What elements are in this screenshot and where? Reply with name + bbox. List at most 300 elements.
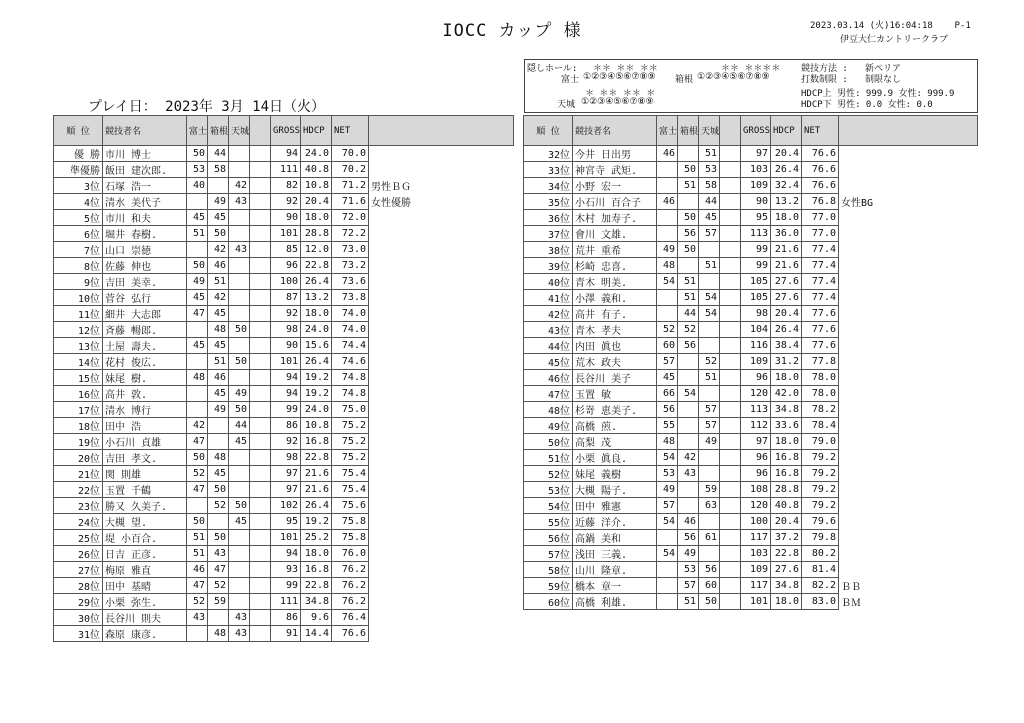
cell-hakone: 49 (208, 194, 229, 210)
cell-net: 78.2 (802, 402, 839, 418)
table-row (54, 242, 514, 258)
cell-name: 杉崎 忠喜. (573, 258, 657, 274)
cell-fuji (657, 530, 678, 546)
cell-hdcp: 19.2 (301, 514, 332, 530)
cell-blank (720, 466, 741, 482)
cell-gross: 92 (271, 306, 301, 322)
cell-hakone: 50 (678, 210, 699, 226)
cell-note (369, 562, 514, 578)
cell-note (369, 290, 514, 306)
cell-net: 80.2 (802, 546, 839, 562)
cell-blank (250, 210, 271, 226)
cell-note (369, 274, 514, 290)
cell-net: 76.0 (332, 546, 369, 562)
header-net: NET (802, 116, 839, 146)
cell-fuji (187, 386, 208, 402)
cell-amagi (229, 306, 250, 322)
table-row (524, 514, 978, 530)
cell-amagi (699, 546, 720, 562)
cell-gross: 109 (741, 178, 771, 194)
cell-rank: 47位 (524, 386, 573, 402)
cell-net: 75.2 (332, 418, 369, 434)
results-table-left (53, 115, 514, 642)
cell-rank: 38位 (524, 242, 573, 258)
cell-blank (250, 242, 271, 258)
header-hdcp: HDCP (771, 116, 802, 146)
cell-rank: 57位 (524, 546, 573, 562)
cell-gross: 86 (271, 418, 301, 434)
cell-note (369, 626, 514, 642)
cell-net: 78.0 (802, 386, 839, 402)
table-row (54, 290, 514, 306)
cell-blank (250, 546, 271, 562)
cell-name: 青木 明美. (573, 274, 657, 290)
cell-amagi (229, 258, 250, 274)
cell-amagi (699, 242, 720, 258)
cell-note: 女性優勝 (369, 194, 514, 210)
cell-note (369, 402, 514, 418)
header-note (839, 116, 978, 146)
cell-amagi (229, 594, 250, 610)
cell-name: 堀井 春樹. (103, 226, 187, 242)
cell-fuji: 50 (187, 450, 208, 466)
header-gross: GROSS (271, 116, 301, 146)
cell-hdcp: 13.2 (771, 194, 802, 210)
cell-amagi (229, 290, 250, 306)
cell-amagi: 57 (699, 402, 720, 418)
cell-net: 72.0 (332, 210, 369, 226)
table-row (54, 450, 514, 466)
cell-hakone: 48 (208, 450, 229, 466)
cell-net: 76.2 (332, 594, 369, 610)
cell-hdcp: 12.0 (301, 242, 332, 258)
cell-name: 高井 敦. (103, 386, 187, 402)
cell-gross: 98 (271, 450, 301, 466)
table-row (54, 402, 514, 418)
cell-hdcp: 26.4 (771, 162, 802, 178)
cell-amagi: 51 (699, 370, 720, 386)
table-row (524, 242, 978, 258)
cell-gross: 90 (741, 194, 771, 210)
cell-name: 細井 大志郎 (103, 306, 187, 322)
cell-blank (720, 402, 741, 418)
page-number: P-1 (954, 21, 971, 31)
cell-fuji (657, 578, 678, 594)
cell-net: 75.6 (332, 498, 369, 514)
cell-hakone: 53 (678, 562, 699, 578)
cell-net: 76.2 (332, 578, 369, 594)
cell-amagi: 51 (699, 146, 720, 162)
cell-amagi (699, 514, 720, 530)
table-row (524, 466, 978, 482)
cell-gross: 98 (271, 322, 301, 338)
cell-amagi: 45 (699, 210, 720, 226)
cell-fuji: 60 (657, 338, 678, 354)
cell-amagi: 60 (699, 578, 720, 594)
cell-note (369, 482, 514, 498)
table-row (54, 386, 514, 402)
cell-net: 77.0 (802, 210, 839, 226)
timestamp-value: 2023.03.14 (火)16:04:18 (810, 21, 933, 31)
cell-amagi (699, 338, 720, 354)
cell-rank: 54位 (524, 498, 573, 514)
cell-fuji: 54 (657, 450, 678, 466)
cell-rank: 24位 (54, 514, 103, 530)
cell-hdcp: 20.4 (301, 194, 332, 210)
cell-rank: 17位 (54, 402, 103, 418)
cell-hakone: 56 (678, 530, 699, 546)
cell-name: 高橋 煎. (573, 418, 657, 434)
cell-net: 81.4 (802, 562, 839, 578)
results-body-right (524, 146, 978, 610)
cell-name: 花村 俊広. (103, 354, 187, 370)
cell-name: 長谷川 則夫 (103, 610, 187, 626)
amagi-holes: ①②③④⑤⑥⑦⑧⑨ (581, 97, 654, 107)
table-row (524, 162, 978, 178)
cell-net: 79.2 (802, 482, 839, 498)
cell-gross: 92 (271, 194, 301, 210)
cell-note (839, 354, 978, 370)
hakone-label: 箱根 (675, 75, 694, 85)
hdcp-upper: HDCP上 男性: 999.9 女性: 999.9 (801, 89, 955, 99)
cell-note (369, 578, 514, 594)
cell-note (369, 610, 514, 626)
cell-blank (250, 274, 271, 290)
cell-net: 71.6 (332, 194, 369, 210)
cell-blank (250, 418, 271, 434)
cell-note (839, 210, 978, 226)
cell-net: 73.6 (332, 274, 369, 290)
cell-blank (720, 450, 741, 466)
cell-fuji: 48 (657, 434, 678, 450)
cell-amagi (229, 146, 250, 162)
table-row (524, 258, 978, 274)
cell-gross: 105 (741, 290, 771, 306)
cell-hakone: 46 (678, 514, 699, 530)
cell-note (839, 290, 978, 306)
cell-name: 斉藤 暢郎. (103, 322, 187, 338)
cell-hdcp: 24.0 (301, 146, 332, 162)
cell-amagi: 42 (229, 178, 250, 194)
cell-gross: 113 (741, 402, 771, 418)
cell-name: 石塚 浩一 (103, 178, 187, 194)
table-row (54, 594, 514, 610)
cell-fuji: 45 (187, 290, 208, 306)
cell-name: 清水 美代子 (103, 194, 187, 210)
cell-rank: 4位 (54, 194, 103, 210)
cell-gross: 99 (741, 242, 771, 258)
cell-net: 73.0 (332, 242, 369, 258)
table-row (54, 178, 514, 194)
cell-hdcp: 20.4 (771, 514, 802, 530)
cell-hdcp: 21.6 (301, 482, 332, 498)
cell-gross: 94 (271, 386, 301, 402)
cell-name: 小野 宏一 (573, 178, 657, 194)
table-row (54, 354, 514, 370)
cell-gross: 90 (271, 210, 301, 226)
cell-net: 79.2 (802, 466, 839, 482)
cell-hakone (208, 178, 229, 194)
cell-fuji (187, 354, 208, 370)
cell-rank: 18位 (54, 418, 103, 434)
cell-amagi (699, 386, 720, 402)
cell-blank (250, 402, 271, 418)
table-header (524, 116, 978, 146)
cell-hakone: 50 (208, 226, 229, 242)
cell-fuji: 40 (187, 178, 208, 194)
cell-gross: 113 (741, 226, 771, 242)
cell-amagi (229, 210, 250, 226)
cell-rank: 10位 (54, 290, 103, 306)
cell-net: 75.2 (332, 450, 369, 466)
cell-blank (720, 194, 741, 210)
cell-amagi: 49 (229, 386, 250, 402)
cell-fuji (657, 162, 678, 178)
cell-net: 71.2 (332, 178, 369, 194)
cell-hakone: 50 (678, 162, 699, 178)
cell-hdcp: 28.8 (301, 226, 332, 242)
cell-note (839, 146, 978, 162)
cell-blank (720, 578, 741, 594)
cell-name: 橋本 章一 (573, 578, 657, 594)
cell-name: 神宮寺 武矩. (573, 162, 657, 178)
cell-name: 田中 雅憲 (573, 498, 657, 514)
cell-gross: 82 (271, 178, 301, 194)
cell-name: 浅田 三義. (573, 546, 657, 562)
table-row (54, 338, 514, 354)
cell-amagi: 63 (699, 498, 720, 514)
cell-blank (250, 178, 271, 194)
cell-blank (720, 338, 741, 354)
cell-hakone: 59 (208, 594, 229, 610)
cell-name: 吉田 孝文. (103, 450, 187, 466)
cell-amagi: 54 (699, 306, 720, 322)
cell-rank: 準優勝 (54, 162, 103, 178)
cell-rank: 14位 (54, 354, 103, 370)
cell-net: 74.8 (332, 370, 369, 386)
club-name: 伊豆大仁カントリークラブ (840, 35, 949, 45)
cell-hdcp: 37.2 (771, 530, 802, 546)
table-row (54, 530, 514, 546)
cell-hakone: 48 (208, 322, 229, 338)
header-name: 競技者名 (573, 116, 657, 146)
cell-hakone (208, 610, 229, 626)
cell-gross: 91 (271, 626, 301, 642)
cell-note (369, 338, 514, 354)
table-row (54, 610, 514, 626)
table-row (524, 338, 978, 354)
table-row (524, 482, 978, 498)
cell-net: 70.2 (332, 162, 369, 178)
cell-gross: 98 (741, 306, 771, 322)
cell-blank (250, 450, 271, 466)
table-row (54, 274, 514, 290)
table-row (524, 418, 978, 434)
cell-gross: 90 (271, 338, 301, 354)
table-row (524, 194, 978, 210)
cell-blank (720, 210, 741, 226)
cell-name: 青木 孝夫 (573, 322, 657, 338)
cell-fuji: 48 (657, 258, 678, 274)
cell-gross: 94 (271, 146, 301, 162)
cell-amagi: 50 (699, 594, 720, 610)
cell-gross: 97 (741, 146, 771, 162)
cell-fuji (657, 178, 678, 194)
cell-fuji: 49 (657, 482, 678, 498)
cell-amagi (229, 274, 250, 290)
cell-rank: 53位 (524, 482, 573, 498)
cell-blank (720, 322, 741, 338)
cell-note (839, 418, 978, 434)
cell-gross: 105 (741, 274, 771, 290)
cell-fuji: 48 (187, 370, 208, 386)
table-row (54, 146, 514, 162)
cell-hakone (208, 514, 229, 530)
cell-rank: 42位 (524, 306, 573, 322)
cell-amagi: 50 (229, 402, 250, 418)
cell-rank: 58位 (524, 562, 573, 578)
cell-rank: 25位 (54, 530, 103, 546)
cell-blank (250, 434, 271, 450)
cell-hdcp: 10.8 (301, 178, 332, 194)
cell-hakone (208, 418, 229, 434)
cell-hakone: 51 (208, 274, 229, 290)
table-row (54, 306, 514, 322)
cell-rank: 30位 (54, 610, 103, 626)
cell-rank: 49位 (524, 418, 573, 434)
cell-blank (250, 626, 271, 642)
cell-rank: 35位 (524, 194, 573, 210)
cell-note (839, 530, 978, 546)
cell-fuji: 47 (187, 434, 208, 450)
cell-gross: 94 (271, 370, 301, 386)
cell-rank: 33位 (524, 162, 573, 178)
cell-net: 79.6 (802, 514, 839, 530)
cell-amagi: 43 (229, 626, 250, 642)
cell-note (369, 354, 514, 370)
cell-name: 荒井 重希 (573, 242, 657, 258)
cell-blank (720, 274, 741, 290)
cell-blank (720, 226, 741, 242)
cell-rank: 52位 (524, 466, 573, 482)
header-amagi: 天城 (699, 116, 720, 146)
cell-gross: 101 (271, 530, 301, 546)
table-row (54, 514, 514, 530)
cell-note (839, 386, 978, 402)
cell-gross: 96 (741, 450, 771, 466)
table-row (54, 258, 514, 274)
cell-note (839, 178, 978, 194)
table-row (54, 370, 514, 386)
cell-net: 83.0 (802, 594, 839, 610)
cell-hdcp: 16.8 (301, 434, 332, 450)
cell-amagi: 57 (699, 226, 720, 242)
cell-hakone: 50 (208, 482, 229, 498)
cell-fuji: 66 (657, 386, 678, 402)
cell-amagi: 57 (699, 418, 720, 434)
cell-fuji: 47 (187, 482, 208, 498)
cell-net: 79.0 (802, 434, 839, 450)
cell-net: 74.4 (332, 338, 369, 354)
cell-hakone: 46 (208, 370, 229, 386)
cell-hakone (678, 354, 699, 370)
cell-gross: 103 (741, 546, 771, 562)
cell-fuji: 52 (187, 466, 208, 482)
cell-rank: 59位 (524, 578, 573, 594)
cell-rank: 48位 (524, 402, 573, 418)
cell-rank: 36位 (524, 210, 573, 226)
cell-blank (720, 594, 741, 610)
header-hdcp: HDCP (301, 116, 332, 146)
cell-note (369, 146, 514, 162)
cell-gross: 111 (271, 162, 301, 178)
cell-net: 82.2 (802, 578, 839, 594)
cell-blank (250, 354, 271, 370)
cell-blank (720, 434, 741, 450)
cell-net: 77.6 (802, 306, 839, 322)
cell-fuji: 50 (187, 514, 208, 530)
cell-blank (720, 482, 741, 498)
table-row (54, 578, 514, 594)
cell-blank (720, 370, 741, 386)
results-table-right (523, 115, 978, 610)
hakone-holes: ①②③④⑤⑥⑦⑧⑨ (697, 72, 770, 82)
cell-hakone: 45 (208, 466, 229, 482)
cell-fuji: 45 (657, 370, 678, 386)
header-amagi: 天城 (229, 116, 250, 146)
cell-hakone: 51 (678, 290, 699, 306)
cell-amagi (229, 450, 250, 466)
cell-note (369, 594, 514, 610)
cell-net: 75.2 (332, 434, 369, 450)
cell-fuji: 43 (187, 610, 208, 626)
header-rank: 順 位 (524, 116, 573, 146)
table-row (54, 482, 514, 498)
cell-gross: 93 (271, 562, 301, 578)
cell-hdcp: 40.8 (301, 162, 332, 178)
cell-fuji: 49 (657, 242, 678, 258)
cell-blank (250, 530, 271, 546)
cell-amagi: 43 (229, 610, 250, 626)
cell-name: 小栗 眞良. (573, 450, 657, 466)
cell-fuji: 54 (657, 274, 678, 290)
cell-net: 77.4 (802, 290, 839, 306)
cell-rank: 9位 (54, 274, 103, 290)
cell-hakone: 51 (678, 178, 699, 194)
cell-gross: 94 (271, 546, 301, 562)
cell-note (839, 434, 978, 450)
cell-net: 77.4 (802, 258, 839, 274)
cell-blank (250, 258, 271, 274)
cell-name: 梅原 雅直 (103, 562, 187, 578)
cell-blank (250, 482, 271, 498)
cell-note (839, 322, 978, 338)
hidden-holes-stars-2: ＊＊ ＊＊＊＊ (721, 64, 781, 74)
cell-hakone: 50 (208, 530, 229, 546)
cell-net: 72.2 (332, 226, 369, 242)
cell-note (369, 242, 514, 258)
cell-hdcp: 34.8 (771, 402, 802, 418)
cell-name: 勝又 久美子. (103, 498, 187, 514)
cell-hakone: 54 (678, 386, 699, 402)
cell-blank (720, 258, 741, 274)
cell-hdcp: 40.8 (771, 498, 802, 514)
cell-gross: 116 (741, 338, 771, 354)
cell-fuji (187, 402, 208, 418)
cell-hakone: 44 (678, 306, 699, 322)
cell-blank (250, 226, 271, 242)
cell-amagi (699, 274, 720, 290)
